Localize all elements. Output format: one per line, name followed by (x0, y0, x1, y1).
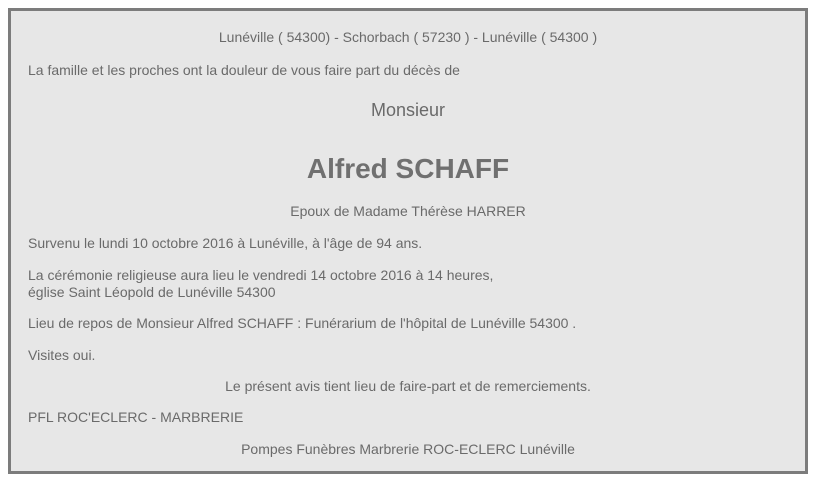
footer-company: Pompes Funèbres Marbrerie ROC-ECLERC Lunéville (241, 441, 575, 457)
obituary-notice (8, 8, 808, 474)
thanks-note: Le présent avis tient lieu de faire-part et de remerciements. (225, 378, 591, 394)
ceremony-line-2: église Saint Léopold de Lunéville 54300 (28, 284, 276, 300)
civility-title: Monsieur (370, 100, 446, 120)
intro-text: La famille et les proches ont la douleur de vous faire part du décès de (28, 62, 460, 78)
spouse-line: Epoux de Madame Thérèse HARRER (290, 203, 526, 219)
locations-line: Lunéville ( 54300) - Schorbach ( 57230 ) - Lunéville ( 54300 ) (218, 29, 598, 45)
ceremony-line-1: La cérémonie religieuse aura lieu le vendredi 14 octobre 2016 à 14 heures, (28, 267, 494, 283)
rest-place: Lieu de repos de Monsieur Alfred SCHAFF : Funérarium de l'hôpital de Lunéville 54300 . (28, 315, 577, 331)
deceased-name: Alfred SCHAFF (306, 153, 510, 184)
death-details: Survenu le lundi 10 octobre 2016 à Lunéville, à l'âge de 94 ans. (28, 235, 423, 251)
visits-info: Visites oui. (28, 347, 96, 363)
company-name: PFL ROC'ECLERC - MARBRERIE (28, 409, 244, 425)
